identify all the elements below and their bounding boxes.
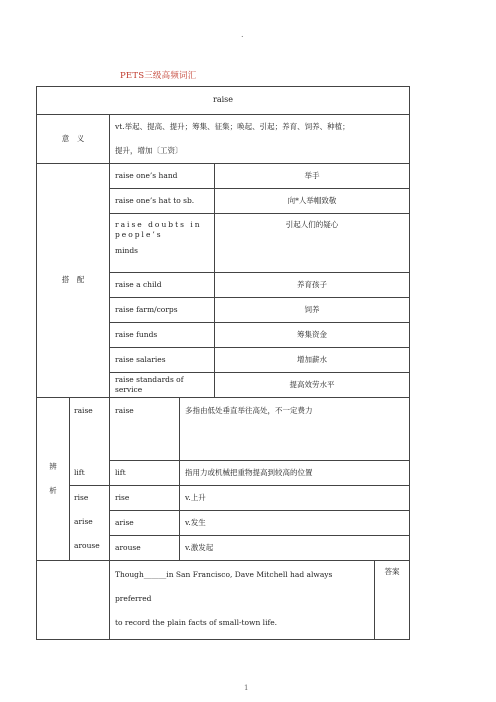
- collocation-phrase: raise standards of service: [110, 373, 215, 398]
- collocation-meaning: 引起人们的疑心: [215, 214, 410, 273]
- collocation-phrase: raise one’s hat to sb.: [110, 189, 215, 214]
- distinction-word: raise: [110, 398, 180, 461]
- question-line-2: preferred: [115, 594, 152, 603]
- page-number: 1: [244, 684, 249, 692]
- distinction-meaning: v.激发起: [180, 536, 410, 561]
- distinction-meaning: 指用力或机械把重物提高到较高的位置: [180, 461, 410, 486]
- document-title: PETS三级高频词汇: [120, 71, 197, 81]
- distinction-label-char-2: 析: [49, 486, 57, 495]
- collocation-phrase: raise salaries: [110, 348, 215, 373]
- collocation-meaning: 筹集资金: [215, 323, 410, 348]
- collocation-meaning: 提高效劳水平: [215, 373, 410, 398]
- collocation-phrase: raise funds: [110, 323, 215, 348]
- group-word: rise: [74, 493, 89, 502]
- distinction-word: arouse: [110, 536, 180, 561]
- distinction-group-words: [70, 398, 110, 486]
- meaning-line-1: vt.举起、提高、提升；筹集、征集；唤起、引起；养育、饲养、种植；: [115, 121, 350, 131]
- distinction-meaning: 多指由低处垂直举往高处，不一定费力: [180, 398, 410, 461]
- collocation-phrase-line-2: minds: [115, 246, 138, 255]
- distinction-word: arise: [110, 511, 180, 536]
- collocation-meaning: 养育孩子: [215, 273, 410, 298]
- header-dot: .: [241, 30, 244, 39]
- collocation-phrase: raise a child: [110, 273, 215, 298]
- group-word: raise: [74, 406, 93, 415]
- collocation-meaning: 饲养: [215, 298, 410, 323]
- distinction-label: [37, 398, 70, 561]
- vocabulary-table: [36, 86, 410, 640]
- collocation-meaning: 增加薪水: [215, 348, 410, 373]
- question-text: [110, 561, 375, 640]
- collocation-phrase: raise one’s hand: [110, 164, 215, 189]
- question-blank-cell: [37, 561, 110, 640]
- group-word: arise: [74, 517, 93, 526]
- question-line-1: Though______in San Francisco, Dave Mitchell had always: [115, 570, 333, 579]
- collocation-phrase-line-1: raise doubts in people’s: [115, 220, 202, 240]
- group-word: lift: [74, 468, 85, 477]
- collocation-phrase: [110, 214, 215, 273]
- collocation-meaning: 举手: [215, 164, 410, 189]
- meaning-line-2: 提升，增加〔工资〕: [115, 145, 183, 155]
- collocation-label: 搭 配: [37, 164, 110, 398]
- distinction-word: lift: [110, 461, 180, 486]
- question-line-3: to record the plain facts of small-town life.: [115, 618, 278, 627]
- distinction-word: rise: [110, 486, 180, 511]
- meaning-label: 意 义: [37, 115, 110, 164]
- collocation-meaning: 向*人举帽致敬: [215, 189, 410, 214]
- meaning-cell: [110, 115, 410, 164]
- distinction-label-char-1: 辨: [49, 461, 57, 471]
- answer-label: 答案: [375, 561, 410, 640]
- distinction-meaning: v.发生: [180, 511, 410, 536]
- distinction-group-words: [70, 486, 110, 561]
- collocation-phrase: raise farm/corps: [110, 298, 215, 323]
- group-word: arouse: [74, 541, 100, 550]
- headword-cell: raise: [37, 87, 410, 115]
- distinction-meaning: v.上升: [180, 486, 410, 511]
